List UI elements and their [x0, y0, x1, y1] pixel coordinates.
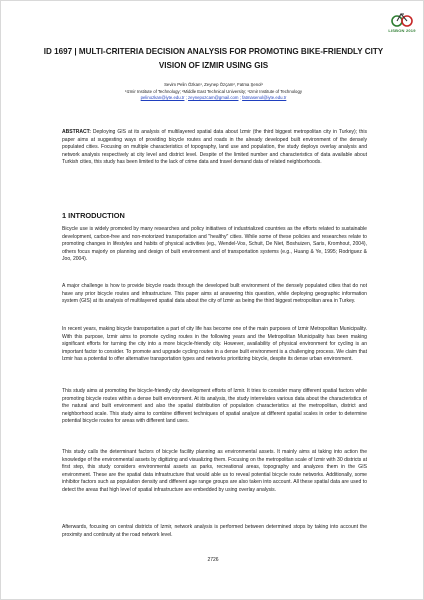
section-heading-introduction: 1 INTRODUCTION [62, 211, 125, 220]
author-names: Sevim Pelin Özkan¹, Zeynep Özçam², Fatma Şenol¹ [164, 82, 263, 87]
author-block [61, 82, 366, 102]
intro-paragraph-4: This study aims at promoting the bicycle-friendly city development efforts of Izmir. It tries to consider many different spatial factors while promoting bicycle routes within a dense built environment. At its analysis, the study interrelates various data about the characteristics of the natural and built environment and also the spatial distribution of population characteristics at the metropolitan, district and neighborhood scale. This study aims to combine different techniques of spatial analyze at different spatial scales in order to determine potential bicycle routes for areas with different land uses. [62, 388, 367, 424]
intro-paragraph-3: In recent years, making bicycle transportation a part of city life has become one of the main purposes of Izmir Metropolitan Municipality. With this purpose, Izmir aims to promote cycling routes in the following years and the Metropolitan Municipality has been making significant efforts for turning the city into a more bicycle-friendly city. However, availability of physical environment for cycling is an important factor to consider. To promote and upgrade cycling routes in a dense built environment is a challenging process. We claim that Izmir has a potential to offer alternative transportation types and networks prioritizing bicycle, despite its dense urban environment. [62, 326, 367, 362]
abstract [62, 129, 367, 167]
page-number: 2726 [207, 557, 219, 563]
author-affiliations: ¹Izmir Institute of Technology; ²Middle East Technical University; ¹Izmir Institute of Technology [125, 88, 302, 94]
abstract-text: Deploying GIS at its analysis of multilayered spatial data about Izmir (the third biggest metropolitan city in Turkey); this paper aims at suggesting ways of providing bicycle routes and roads in the already developed built environment of the densely populated cities. Focusing on multiple characteristics of topography, land use and population, the study deploys overlay analysis and network analysis respectively at city level and district level. Despite of the limited number and characteristics of data available about Turkish cities, this study has been limited to the lack of crime data and travel demand data of related neighborhoods. [62, 129, 367, 165]
logo-text: LISBON 2019 [388, 28, 416, 33]
abstract-label: ABSTRACT: [62, 129, 91, 135]
author-emails: pelinozkan@iyte.edu.tr ; zeynepozcam@gmail.com ; fatmasenol@iyte.edu.tr [140, 95, 287, 100]
email-link-1[interactable]: pelinozkan@iyte.edu.tr [140, 95, 185, 100]
bicycle-logo-icon [391, 9, 413, 28]
email-link-2[interactable]: zeynepozcam@gmail.com [188, 95, 239, 100]
intro-paragraph-2: A major challenge is how to provide bicycle roads through the developed built environment of the densely populated cities that do not have any prior bicycle routes and infrastructure. This paper aims at answering this question, while deploying geographic information system (GIS) at its analysis of multilayered spatial data about the city of Izmir as being the third biggest metropolitan area in Turkey. [62, 283, 367, 304]
email-link-3[interactable]: fatmasenol@iyte.edu.tr [242, 95, 287, 100]
intro-paragraph-6: Afterwards, focusing on central districts of Izmir, network analysis is performed between determined stops by taking into account the proximity and continuity at the road network level. [62, 524, 367, 538]
conference-logo [387, 9, 417, 39]
paper-title: ID 1697 | MULTI-CRITERIA DECISION ANALYSIS FOR PROMOTING BIKE-FRIENDLY CITY VISION OF IZMIR USING GIS [43, 47, 384, 70]
intro-paragraph-1: Bicycle use is widely promoted by many researches and policy initiatives of industrialized countries as the efforts related to sustainable development, carbon-free and non-motorized transportation and "healthy" cities. While some of these policies and researches relate to promoting changes in lifestyles and habits of physical activities (eg., Wendel-Vos, Schuit, De Niet, Boshuizen, Saris, Kromhout, 2004), others focus majorly on planning and design of built environment and of transportation systems (e.g., Huang & Ye, 1995; Rodriguez & Joo, 2004). [62, 226, 367, 262]
intro-paragraph-5: This study calls the determinant factors of bicycle facility planning as environmental assets. It mainly aims at taking into action the knowledge of the environmental assets by digitizing and visualizing them. Focusing on the metropolitan scale of Izmir with 30 districts at first step, this study considers environmental assets as parks, recreational areas, topography and analyzes them in the GIS environment. These are the spatial data infrastructure that would able us to reveal potential bicycle route networks. Additionally, some inhibitor factors such as population density and different age range groups are also taken into account. All these spatial data are used to detect the areas that high level of spatial infrastructure are embedded by using overlay analysis. [62, 449, 367, 493]
